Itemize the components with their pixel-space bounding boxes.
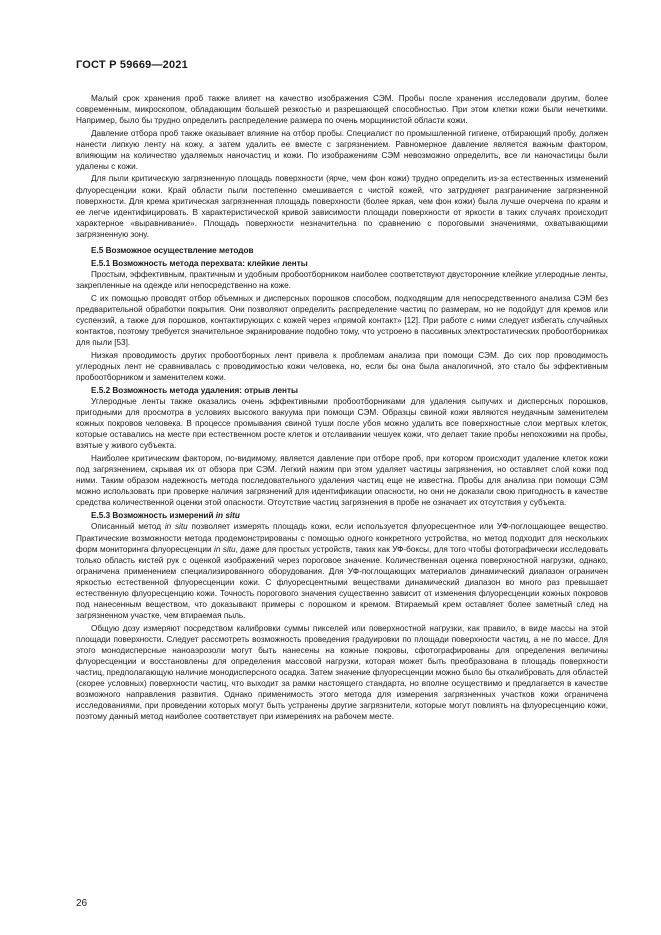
standard-designation: ГОСТ Р 59669—2021 (76, 59, 188, 71)
section-heading-e5: Е.5 Возможное осуществление методов (91, 246, 254, 255)
heading-italic-text: in situ (215, 511, 240, 521)
paragraph: Давление отбора проб также оказывает влияние на отбор пробы. Специалист по промышленной гигиене, отбирающий пробу, должен нанести липкую ленту на кожу, а затем удалить ее вместе с загрязнением. Равномерное давление является важным фактором, влияющим на количество удаляемых наночастиц и кожи. По изображениям СЭМ невозможно определить, все ли наночастицы были удалены с кожи. (76, 128, 608, 171)
paragraph: Низкая проводимость других пробоотборных лент привела к проблемам анализа при помощи СЭМ. До сих пор проводимость углеродных лент не сравнивалась с проводимостью кожи человека, но, если бы она была аналогичной, это стало бы эффективным пробоотборником и заменителем кожи. (76, 350, 608, 382)
paragraph: Наиболее критическим фактором, по-видимому, является давление при отборе проб, при котором происходит удаление клеток кожи под загрязнением, скрывая их от обзора при СЭМ. Легкий нажим при этом удаляет частицы загрязнения, но оставляет слой кожи под ними. Таким образом надежность метода последовательного удаления частиц еще не известна. Пробы для анализа при помощи СЭМ можно использовать при проверке наличия загрязнений для идентификации опасности, но они не доказали свою пригодность в качестве средства количественной оценки этой опасности. Отсутствие частиц загрязнения в пробе не означает их отсутствия у субъекта. (76, 453, 608, 508)
document-body (76, 93, 608, 723)
section-heading-e53 (76, 510, 608, 521)
page-number: 26 (76, 898, 88, 909)
paragraph: С их помощью проводят отбор объемных и дисперсных порошков способом, подходящим для непосредственного анализа СЭМ без предварительной обработки покрытия. Они позволяют определить распределение частиц по размерам, но не подойдут для кремов или суспензий, а также для порошков, контактирующих с кожей через «прямой контакт» [12]. При работе с ними следует избегать случайных контактов, поэтому требуется значительное экранирование подобно тому, что устроено в пассивных электростатических пробоотборниках для пыли [53]. (76, 293, 608, 348)
paragraph: Простым, эффективным, практичным и удобным пробоотборником наиболее соответствуют двусторонние клейкие углеродные ленты, закрепленные на одежде или непосредственно на коже. (76, 270, 608, 291)
section-heading-e52: Е.5.2 Возможность метода удаления: отрыв ленты (91, 385, 298, 395)
paragraph-text: позволяет измерять площадь кожи, если используется флуоресцентное или УФ-поглощающее вещество. Практические возможности метода продемонстрированы с помощью одного конкретного устройства, но метод подходит для нескольких форм мониторинга флуоресценции (76, 522, 609, 554)
paragraph: Углеродные ленты также оказались очень эффективными пробоотборниками для удаления сыпучих и дисперсных порошков, пригодными для просмотра в условиях высокого вакуума при помощи СЭМ. Образцы свиной кожи являются неудачным заменителем кожных покровов человека. В процессе промывания свиной туши после убоя можно удалить все поверхностные слои мертвых клеток, которые оставались на месте при естественном росте клеток и отслаивании чешуек кожи, что делает такие пробы непохожими на пробы, взятые у живого субъекта. (76, 397, 608, 451)
paragraph: Для пыли критическую загрязненную площадь поверхности (ярче, чем фон кожи) трудно определить из-за естественных изменений флуоресценции кожи. Край области пыли постепенно смешивается с чистой кожей, что затрудняет разграничение загрязненной поверхности. Для крема критическая загрязненная площадь поверхности (более яркая, чем фон кожи) была лучше очерчена по краям и ее легче идентифицировать. В характеристической кривой зависимости площади поверхности от яркости в таких случаях происходит характерное «выравнивание». Площадь поверхности незначительна по сравнению с пороговыми значениями, охватывающими загрязненную зону. (76, 174, 608, 239)
italic-term: in situ (214, 544, 236, 554)
paragraph-text: , даже для простых устройств, таких как УФ-боксы, для того чтобы фотографически исследовать только область кистей рук с оценкой изображений через пороговое значение. Количественная оценка поверхностной нагрузки, однако, ограничена применением специализированного оборудования. Для УФ-поглощающих материалов динамический диапазон ограничен яркостью естественной флуоресценции кожи. С флуоресцентными веществами динамический диапазон во много раз превышает естественную флуоресценцию кожи. Точность порогового значения существенно зависит от изменения флуоресценции кожных покровов под нанесенным веществом, что доказывают примеры с порошком и кремом. Втираемый крем оставляет более заметный след на загрязненном участке, чем втираемая пыль. (76, 544, 608, 621)
paragraph (76, 521, 608, 621)
paragraph-text: Описанный метод (91, 522, 165, 532)
italic-term: in situ (164, 522, 188, 532)
paragraph: Малый срок хранения проб также влияет на качество изображения СЭМ. Пробы после хранения исследовали другим, более современным, микроскопом, обладающим большей резкостью и разрешающей способностью. При этом клетки кожи были нечеткими. Например, было бы трудно определить распределение размера по очень морщинистой области кожи. (76, 94, 608, 126)
paragraph: Общую дозу измеряют посредством калибровки суммы пикселей или поверхностной нагрузки, как правило, в виде массы на этой площади поверхности. Следует рассмотреть возможность проведения градуировки по площади поверхности частиц, а не по массе. Для этого монодисперсные наноаэрозоли могут быть нанесены на кожные покровы, сфотографированы для определения величины флуоресценции и восстановлены для определения массовой нагрузки, которая может быть преобразована в площадь поверхности частиц, предполагающую наличие монодисперсного осадка. Затем значение флуоресценции можно было бы откалибровать для областей (скорее условных) поверхности частиц, что выходит за рамки настоящего стандарта, но вполне осуществимо и предлагается в качестве возможного направления развития. Однако применимость этого метода для измерения загрязненных участков кожи ограничена исследованиями, при проведении которых могут быть устранены другие загрязнители, которые могут повлиять на флуоресценцию кожи, поэтому данный метод наиболее соответствует при измерениях на рабочем месте. (76, 623, 608, 722)
heading-text: Е.5.3 Возможность измерений (91, 511, 216, 521)
section-heading-e51: Е.5.1 Возможность метода перехвата: клейкие ленты (91, 259, 308, 269)
